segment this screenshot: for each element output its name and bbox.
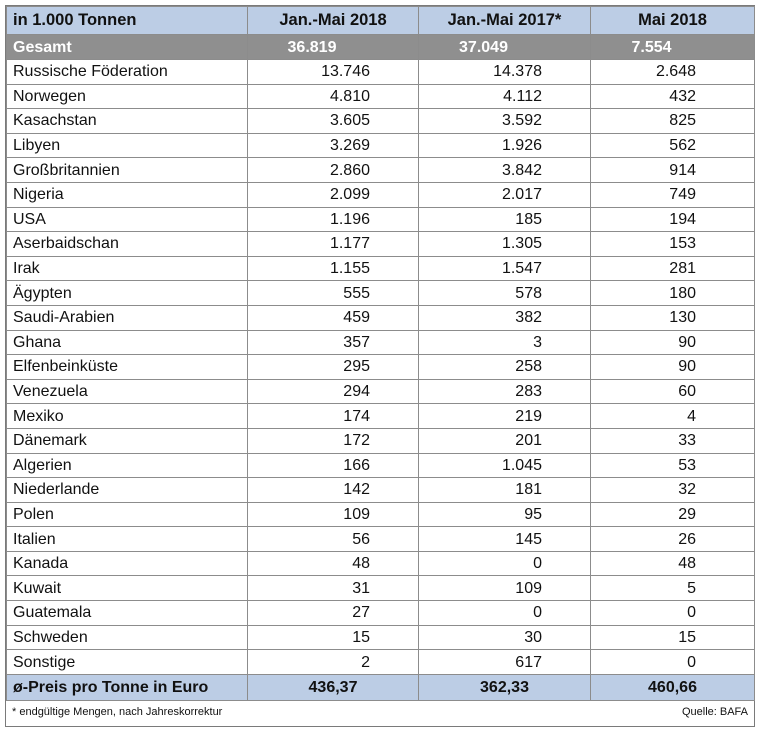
- mai-2018-cell: 26: [591, 527, 755, 552]
- table-row: [7, 601, 755, 626]
- total-jan-mai-2017: 37.049: [419, 35, 591, 60]
- total-jan-mai-2018: 36.819: [248, 35, 419, 60]
- country-cell: Elfenbeinküste: [7, 355, 248, 380]
- import-table-panel: [5, 5, 755, 727]
- table-row: [7, 109, 755, 134]
- country-cell: Polen: [7, 502, 248, 527]
- jan-mai-2017-cell: 2.017: [419, 182, 591, 207]
- mai-2018-cell: 60: [591, 379, 755, 404]
- mai-2018-cell: 130: [591, 305, 755, 330]
- jan-mai-2018-cell: 1.196: [248, 207, 419, 232]
- table-row: [7, 379, 755, 404]
- country-cell: Guatemala: [7, 601, 248, 626]
- jan-mai-2017-cell: 181: [419, 478, 591, 503]
- price-label: ø-Preis pro Tonne in Euro: [7, 674, 248, 700]
- mai-2018-cell: 90: [591, 330, 755, 355]
- mai-2018-cell: 180: [591, 281, 755, 306]
- jan-mai-2018-cell: 166: [248, 453, 419, 478]
- country-cell: Dänemark: [7, 428, 248, 453]
- table-row: [7, 84, 755, 109]
- jan-mai-2018-cell: 174: [248, 404, 419, 429]
- mai-2018-cell: 90: [591, 355, 755, 380]
- jan-mai-2017-cell: 617: [419, 650, 591, 675]
- jan-mai-2018-cell: 1.155: [248, 256, 419, 281]
- mai-2018-cell: 825: [591, 109, 755, 134]
- mai-2018-cell: 48: [591, 551, 755, 576]
- jan-mai-2017-cell: 185: [419, 207, 591, 232]
- footnote: * endgültige Mengen, nach Jahreskorrektur: [12, 705, 223, 718]
- jan-mai-2017-cell: 0: [419, 601, 591, 626]
- jan-mai-2017-cell: 3: [419, 330, 591, 355]
- mai-2018-cell: 53: [591, 453, 755, 478]
- table-row: [7, 60, 755, 85]
- jan-mai-2017-cell: 30: [419, 625, 591, 650]
- mai-2018-cell: 2.648: [591, 60, 755, 85]
- jan-mai-2017-cell: 0: [419, 551, 591, 576]
- mai-2018-cell: 281: [591, 256, 755, 281]
- jan-mai-2018-cell: 15: [248, 625, 419, 650]
- mai-2018-cell: 29: [591, 502, 755, 527]
- header-jan-mai-2017: Jan.-Mai 2017*: [419, 7, 591, 35]
- table-row: [7, 355, 755, 380]
- mai-2018-cell: 562: [591, 133, 755, 158]
- jan-mai-2017-cell: 3.592: [419, 109, 591, 134]
- jan-mai-2017-cell: 1.305: [419, 232, 591, 257]
- source-note: Quelle: BAFA: [681, 705, 748, 718]
- jan-mai-2018-cell: 2.860: [248, 158, 419, 183]
- jan-mai-2017-cell: 14.378: [419, 60, 591, 85]
- jan-mai-2017-cell: 1.045: [419, 453, 591, 478]
- table-row: [7, 428, 755, 453]
- jan-mai-2017-cell: 1.547: [419, 256, 591, 281]
- jan-mai-2018-cell: 48: [248, 551, 419, 576]
- table-row: [7, 232, 755, 257]
- country-cell: Großbritannien: [7, 158, 248, 183]
- table-row: [7, 207, 755, 232]
- mai-2018-cell: 153: [591, 232, 755, 257]
- jan-mai-2017-cell: 95: [419, 502, 591, 527]
- table-row: [7, 305, 755, 330]
- table-row: [7, 158, 755, 183]
- jan-mai-2017-cell: 382: [419, 305, 591, 330]
- jan-mai-2017-cell: 258: [419, 355, 591, 380]
- country-cell: Kasachstan: [7, 109, 248, 134]
- price-jan-mai-2018: 436,37: [248, 674, 419, 700]
- price-jan-mai-2017: 362,33: [419, 674, 591, 700]
- jan-mai-2017-cell: 145: [419, 527, 591, 552]
- price-mai-2018: 460,66: [591, 674, 755, 700]
- country-cell: Algerien: [7, 453, 248, 478]
- jan-mai-2017-cell: 4.112: [419, 84, 591, 109]
- country-cell: Russische Föderation: [7, 60, 248, 85]
- mai-2018-cell: 4: [591, 404, 755, 429]
- mai-2018-cell: 0: [591, 601, 755, 626]
- table-row: [7, 625, 755, 650]
- jan-mai-2018-cell: 2: [248, 650, 419, 675]
- table-row: [7, 404, 755, 429]
- country-cell: Mexiko: [7, 404, 248, 429]
- jan-mai-2018-cell: 56: [248, 527, 419, 552]
- table-row: [7, 650, 755, 675]
- country-cell: Libyen: [7, 133, 248, 158]
- country-cell: Venezuela: [7, 379, 248, 404]
- jan-mai-2018-cell: 142: [248, 478, 419, 503]
- mai-2018-cell: 32: [591, 478, 755, 503]
- jan-mai-2018-cell: 109: [248, 502, 419, 527]
- country-cell: Kuwait: [7, 576, 248, 601]
- jan-mai-2018-cell: 13.746: [248, 60, 419, 85]
- jan-mai-2018-cell: 3.269: [248, 133, 419, 158]
- header-jan-mai-2018: Jan.-Mai 2018: [248, 7, 419, 35]
- country-cell: Saudi-Arabien: [7, 305, 248, 330]
- jan-mai-2018-cell: 555: [248, 281, 419, 306]
- country-cell: Aserbaidschan: [7, 232, 248, 257]
- price-row: [7, 674, 755, 700]
- mai-2018-cell: 749: [591, 182, 755, 207]
- country-cell: Nigeria: [7, 182, 248, 207]
- jan-mai-2017-cell: 578: [419, 281, 591, 306]
- table-row: [7, 182, 755, 207]
- header-unit: in 1.000 Tonnen: [7, 7, 248, 35]
- jan-mai-2018-cell: 4.810: [248, 84, 419, 109]
- mai-2018-cell: 914: [591, 158, 755, 183]
- total-label: Gesamt: [7, 35, 248, 60]
- country-cell: Niederlande: [7, 478, 248, 503]
- mai-2018-cell: 15: [591, 625, 755, 650]
- header-row: [7, 7, 755, 35]
- table-row: [7, 133, 755, 158]
- jan-mai-2018-cell: 31: [248, 576, 419, 601]
- country-cell: Kanada: [7, 551, 248, 576]
- jan-mai-2017-cell: 109: [419, 576, 591, 601]
- total-mai-2018: 7.554: [591, 35, 755, 60]
- country-cell: Ghana: [7, 330, 248, 355]
- table-row: [7, 502, 755, 527]
- jan-mai-2017-cell: 201: [419, 428, 591, 453]
- table-row: [7, 576, 755, 601]
- table-row: [7, 527, 755, 552]
- total-row: [7, 35, 755, 60]
- table-footer: [6, 701, 754, 723]
- country-cell: USA: [7, 207, 248, 232]
- jan-mai-2018-cell: 2.099: [248, 182, 419, 207]
- country-cell: Italien: [7, 527, 248, 552]
- table-row: [7, 281, 755, 306]
- table-row: [7, 256, 755, 281]
- jan-mai-2018-cell: 172: [248, 428, 419, 453]
- mai-2018-cell: 432: [591, 84, 755, 109]
- table-row: [7, 330, 755, 355]
- mai-2018-cell: 33: [591, 428, 755, 453]
- jan-mai-2017-cell: 1.926: [419, 133, 591, 158]
- jan-mai-2017-cell: 3.842: [419, 158, 591, 183]
- crude-oil-import-table: [6, 6, 755, 701]
- country-cell: Irak: [7, 256, 248, 281]
- jan-mai-2018-cell: 3.605: [248, 109, 419, 134]
- mai-2018-cell: 194: [591, 207, 755, 232]
- table-row: [7, 453, 755, 478]
- jan-mai-2018-cell: 295: [248, 355, 419, 380]
- header-mai-2018: Mai 2018: [591, 7, 755, 35]
- jan-mai-2018-cell: 357: [248, 330, 419, 355]
- country-cell: Norwegen: [7, 84, 248, 109]
- jan-mai-2017-cell: 219: [419, 404, 591, 429]
- table-row: [7, 551, 755, 576]
- mai-2018-cell: 0: [591, 650, 755, 675]
- country-cell: Sonstige: [7, 650, 248, 675]
- mai-2018-cell: 5: [591, 576, 755, 601]
- jan-mai-2018-cell: 1.177: [248, 232, 419, 257]
- table-row: [7, 478, 755, 503]
- jan-mai-2017-cell: 283: [419, 379, 591, 404]
- jan-mai-2018-cell: 27: [248, 601, 419, 626]
- country-cell: Schweden: [7, 625, 248, 650]
- jan-mai-2018-cell: 294: [248, 379, 419, 404]
- jan-mai-2018-cell: 459: [248, 305, 419, 330]
- country-cell: Ägypten: [7, 281, 248, 306]
